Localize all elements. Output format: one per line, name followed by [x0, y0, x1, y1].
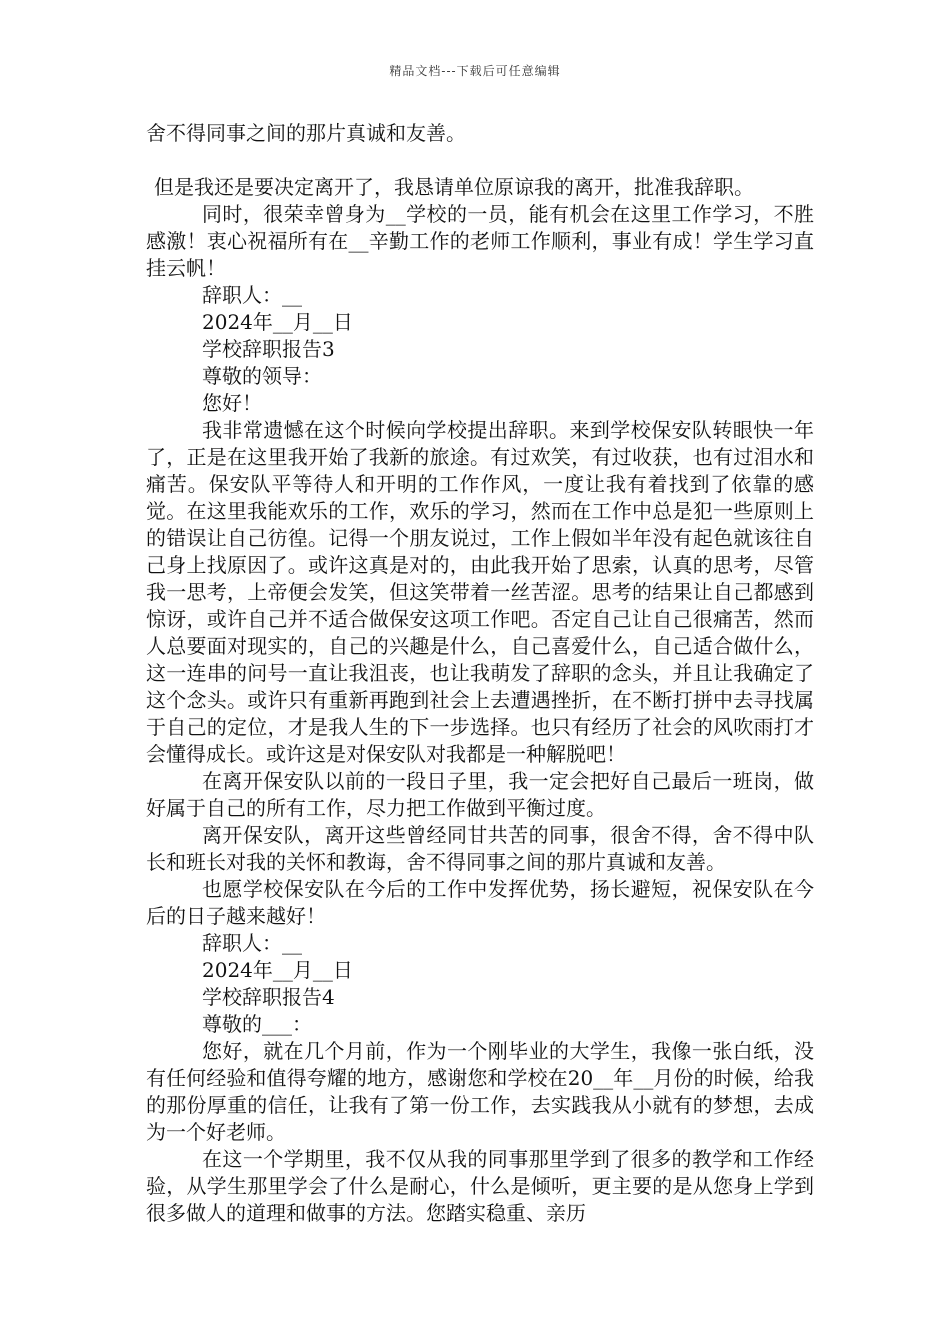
paragraph-decision: 但是我还是要决定离开了，我恳请单位原谅我的离开，批准我辞职。	[154, 175, 754, 199]
salutation: 尊敬的领导：	[202, 364, 322, 388]
paragraph-closing-line: 舍不得同事之间的那片真诚和友善。	[146, 121, 466, 145]
paragraph-last-shift: 在离开保安队以前的一段日子里，我一定会把好自己最后一班岗，做好属于自己的所有工作，尽力把工作做到平衡过度。	[146, 769, 814, 820]
greeting: 您好！	[202, 391, 262, 415]
signature-date: 2024年__月__日	[202, 310, 353, 334]
paragraph-semester: 在这一个学期里，我不仅从我的同事那里学到了很多的教学和工作经验，从学生那里学会了什么是耐心，什么是倾听，更主要的是从您身上学到很多做人的道理和做事的方法。您踏实稳重、亲历	[146, 1147, 814, 1225]
document-body	[146, 120, 814, 1227]
signature-date: 2024年__月__日	[202, 958, 353, 982]
section-title-report-3: 学校辞职报告3	[202, 337, 335, 361]
page-header: 精品文档---下载后可任意编辑	[389, 64, 561, 78]
paragraph-thanks: 同时，很荣幸曾身为__学校的一员，能有机会在这里工作学习，不胜感激！衷心祝福所有在__辛勤工作的老师工作顺利，事业有成！学生学习直挂云帆！	[146, 202, 814, 280]
paragraph-opening: 您好，就在几个月前，作为一个刚毕业的大学生，我像一张白纸，没有任何经验和值得夸耀的地方，感谢您和学校在20__年__月份的时候，给我的那份厚重的信任，让我有了第一份工作，去实践我从小就有的梦想，去成为一个好老师。	[146, 1039, 814, 1144]
paragraph-farewell: 离开保安队，离开这些曾经同甘共苦的同事，很舍不得，舍不得中队长和班长对我的关怀和教诲，舍不得同事之间的那片真诚和友善。	[146, 823, 814, 874]
signature-resigner: 辞职人：__	[202, 931, 302, 955]
signature-resigner: 辞职人：__	[202, 283, 302, 307]
salutation: 尊敬的___：	[202, 1012, 312, 1036]
section-title-report-4: 学校辞职报告4	[202, 985, 335, 1009]
paragraph-main-body: 我非常遗憾在这个时候向学校提出辞职。来到学校保安队转眼快一年了，正是在这里我开始了我新的旅途。有过欢笑，有过收获，也有过泪水和痛苦。保安队平等待人和开明的工作作风，一度让我有着找到了依靠的感觉。在这里我能欢乐的工作，欢乐的学习，然而在工作中总是犯一些原则上的错误让自己彷徨。记得一个朋友说过，工作上假如半年没有起色就该往自己身上找原因了。或许这真是对的，由此我开始了思索，认真的思考，尽管我一思考，上帝便会发笑，但这笑带着一丝苦涩。思考的结果让自己都感到惊讶，或许自己并不适合做保安这项工作吧。否定自己让自己很痛苦，然而人总要面对现实的，自己的兴趣是什么，自己喜爱什么，自己适合做什么，这一连串的问号一直让我沮丧，也让我萌发了辞职的念头，并且让我确定了这个念头。或许只有重新再跑到社会上去遭遇挫折，在不断打拼中去寻找属于自己的定位，才是我人生的下一步选择。也只有经历了社会的风吹雨打才会懂得成长。或许这是对保安队对我都是一种解脱吧！	[146, 418, 814, 766]
paragraph-wishes: 也愿学校保安队在今后的工作中发挥优势，扬长避短，祝保安队在今后的日子越来越好！	[146, 877, 814, 928]
